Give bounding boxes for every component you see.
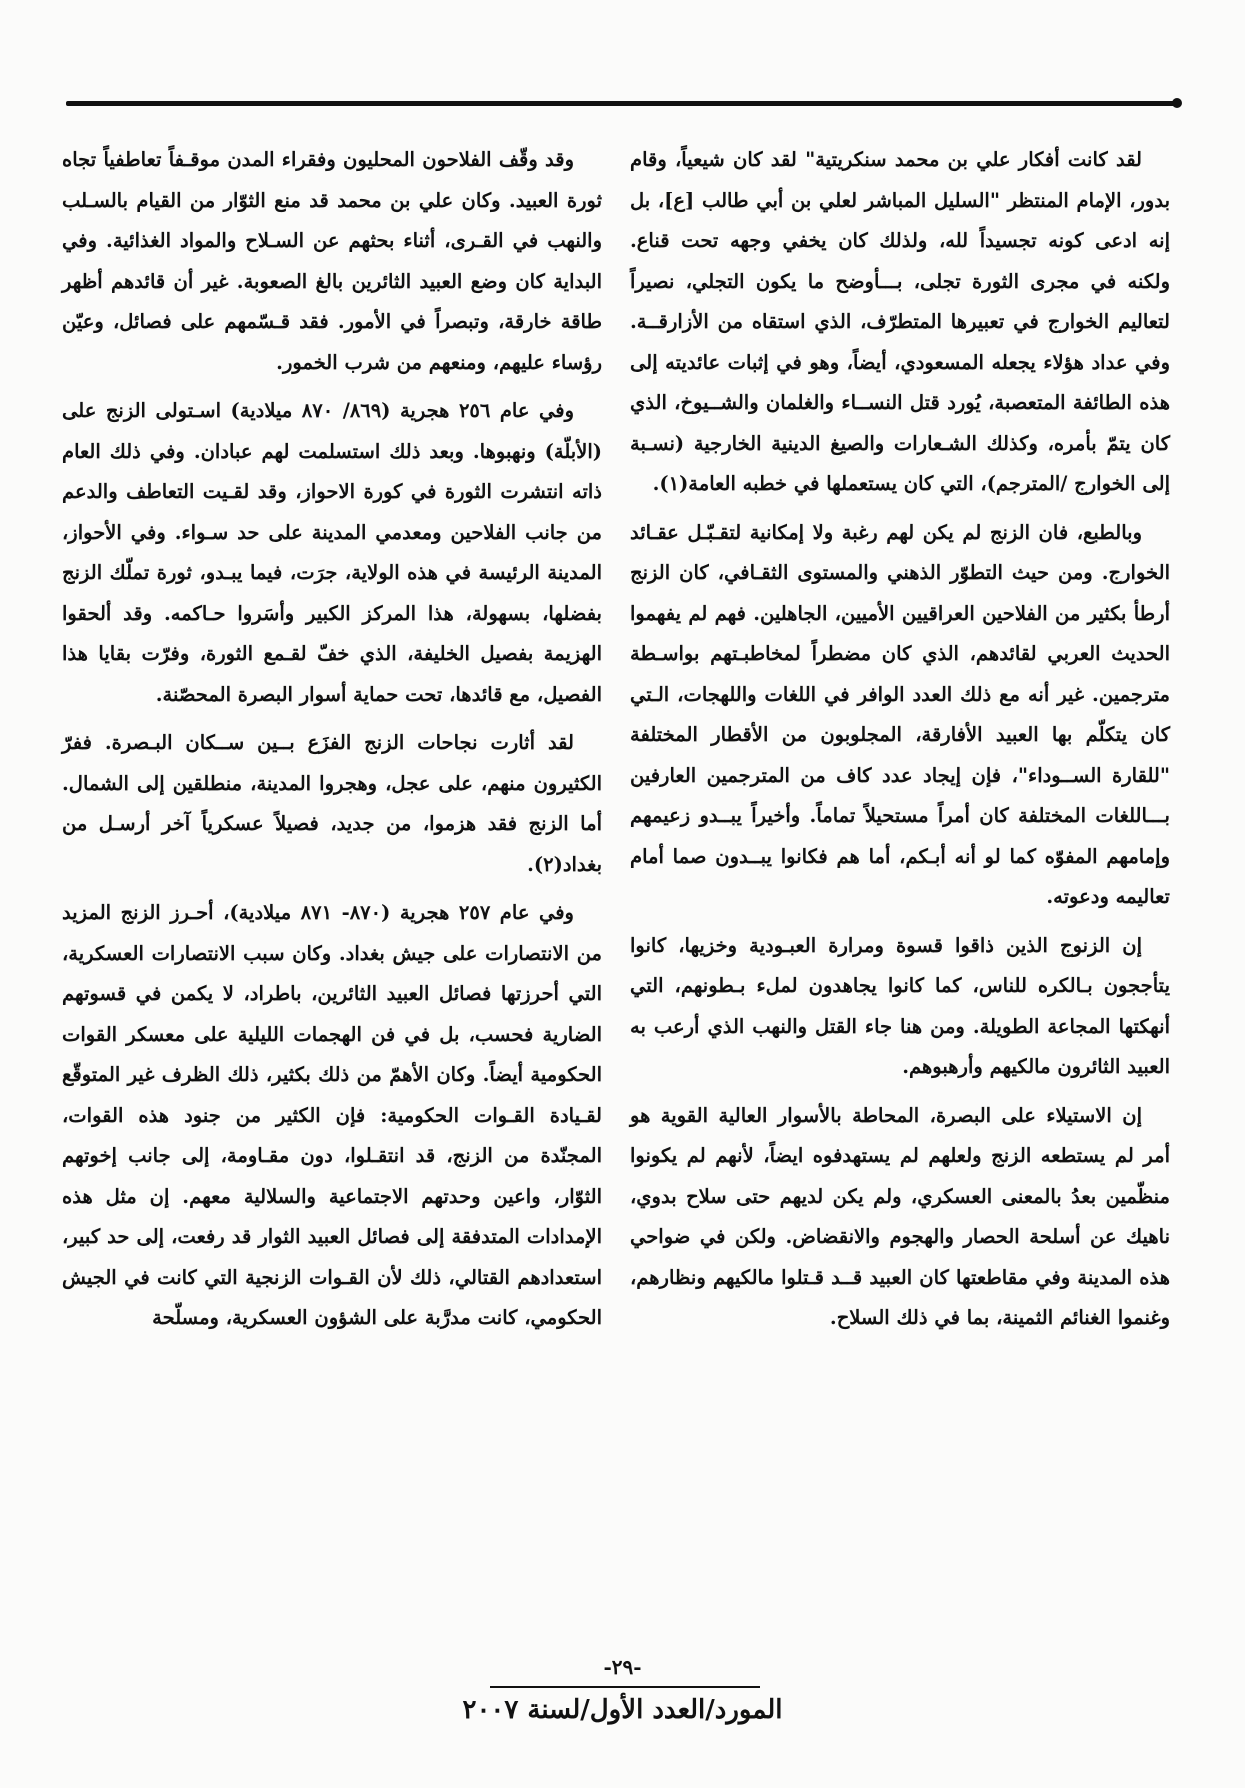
paragraph: إن الزنوج الذين ذاقوا قسوة ومرارة العبـودية وخزيها، كانوا يتأججون بـالكره للناس، كما كانوا يجاهدون لملء بـطونهم، التي أنهكتها المجاعة الطويلة. ومن هنا جاء القتل والنهب الذي أرعب به العبيد الثائرون مالكيهم وأرهبوهم. (630, 933, 1170, 1078)
right-column (630, 140, 1170, 1339)
paragraph: وقد وقّف الفلاحون المحليون وفقراء المدن موقـفاً تعاطفياً تجاه ثورة العبيد. وكان علي بن محمد قد منع الثوّار من القيام بالسـلب والنهب في القـرى، أثناء بحثهم عن السـلاح والمواد الغذائية. وفي البداية كان وضع العبيد الثائرين بالغ الصعوبة. غير أن قائدهم أظهر طاقة خارقة، وتبصراً في الأمور. فقد قـسّمهم على فصائل، وعيّن رؤساء عليهم، ومنعهم من شرب الخمور. (62, 148, 602, 374)
paragraph: لقد كانت أفكار علي بن محمد سنكريتية" لقد كان شيعياً، وقام بدور، الإمام المنتظر "السليل المباشر لعلي بن أبي طالب [ع]، بل إنه ادعى كونه تجسيداً لله، ولذلك كان يخفي وجهه تحت قناع. ولكنه في مجرى الثورة تجلى، بـــأوضح ما يكون التجلي، نصيراً لتعاليم الخوارج في تعبيرها المتطرّف، الذي استقاه من الأزارقــة. وفي عداد هؤلاء يجعله المسعودي، أيضاً، وهو في إثبات عائديته إلى هذه الطائفة المتعصبة، يُورد قتل النســاء والغلمان والشــيوخ، الذي كان يتمّ بأمره، وكذلك الشـعارات والصيغ الدينية الخارجية (نسـبة إلى الخوارج /المترجم)، التي كان يستعملها في خطبه العامة(١). (630, 148, 1170, 495)
paragraph: وفي عام ٢٥٧ هجرية (٨٧٠- ٨٧١ ميلادية)، أحـرز الزنج المزيد من الانتصارات على جيش بغداد. وكان سبب الانتصارات العسكرية، التي أحرزتها فصائل العبيد الثائرين، باطراد، لا يكمن في قسوتهم الضارية فحسب، بل في فن الهجمات الليلية على معسكر القوات الحكومية أيضاً. وكان الأهمّ من ذلك بكثير، ذلك الظرف غير المتوقّع لقـيادة القـوات الحكومية: فإن الكثير من جنود هذه القوات، المجنّدة من الزنج، قد انتقـلوا، دون مقـاومة، إلى جانب إخوتهم الثوّار، واعين وحدتهم الاجتماعية والسلالية معهم. إن مثل هذه الإمدادات المتدفقة إلى فصائل العبيد الثوار قد رفعت، إلى حد كبير، استعدادهم القتالي، ذلك لأن القـوات الزنجية التي كانت في الجيش الحكومي، كانت مدرَّبة على الشؤون العسكرية، ومسلّحة (62, 901, 602, 1329)
header-rule (66, 101, 1176, 106)
journal-citation: المورد/العدد الأول/لسنة ٢٠٠٧ (462, 1695, 783, 1725)
page-number: -٢٩- (603, 1655, 642, 1679)
left-column (62, 140, 602, 1339)
paragraph: وفي عام ٢٥٦ هجرية (٨٦٩/ ٨٧٠ ميلادية) اسـتولى الزنج على (الأبلّة) ونهبوها. وبعد ذلك استسلمت لهم عبادان. وفي ذلك العام ذاته انتشرت الثورة في كورة الاحواز، وقد لقـيت التعاطف والدعم من جانب الفلاحين ومعدمي المدينة على حد سـواء. وفي الأحواز، المدينة الرئيسة في هذه الولاية، جرَت، فيما يبـدو، ثورة تملّك الزنج بفضلها، بسهولة، هذا المركز الكبير وأسَروا حـاكمه. وقد ألحقوا الهزيمة بفصيل الخليفة، الذي خفّ لقـمع الثورة، وفرّت بقايا هذا الفصيل، مع قائدها، تحت حماية أسوار البصرة المحصّنة. (62, 399, 602, 706)
paragraph: وبالطبع، فان الزنج لم يكن لهم رغبة ولا إمكانية لتقـبّـل عقـائد الخوارج. ومن حيث التطوّر الذهني والمستوى الثقـافي، كان الزنج أرطأ بكثير من الفلاحين العراقيين الأميين، الجاهلين. فهم لم يفهموا الحديث العربي لقائدهم، الذي كان مضطراً لمخاطبـتهم بواسـطة مترجمين. غير أنه مع ذلك العدد الوافر في اللغات واللهجات، الـتي كان يتكلّم بها العبيد الأفارقة، المجلوبون من الأقطار المختلفة "للقارة الســوداء"، فإن إيجاد عدد كاف من المترجمين العارفين بـــاللغات المختلفة كان أمراً مستحيلاً تماماً. وأخيراً يبــدو زعيمهم وإمامهم المفوّه كما لو أنه أبـكم، أما هم فكانوا يبــدون صما أمام تعاليمه ودعوته. (630, 520, 1170, 908)
footer-rule (490, 1686, 760, 1688)
paragraph: لقد أثارت نجاحات الزنج الفزَع بــين ســكان البـصرة. ففرّ الكثيرون منهم، على عجل، وهجروا المدينة، منطلقين إلى الشمال. أما الزنج فقد هزموا، من جديد، فصيلاً عسكرياً آخر أرسـل من بغداد(٢). (62, 731, 602, 876)
paragraph: إن الاستيلاء على البصرة، المحاطة بالأسوار العالية القوية هو أمر لم يستطعه الزنج ولعلهم لم يستهدفوه ايضاً، لأنهم لم يكونوا منظّمين بعدُ بالمعنى العسكري، ولم يكن لديهم حتى سلاح بدوي، ناهيك عن أسلحة الحصار والهجوم والانقضاض. ولكن في ضواحي هذه المدينة وفي مقاطعتها كان العبيد قــد قـتلوا مالكيهم ونظارهم، وغنموا الغنائم الثمينة، بما في ذلك السلاح. (630, 1103, 1170, 1329)
